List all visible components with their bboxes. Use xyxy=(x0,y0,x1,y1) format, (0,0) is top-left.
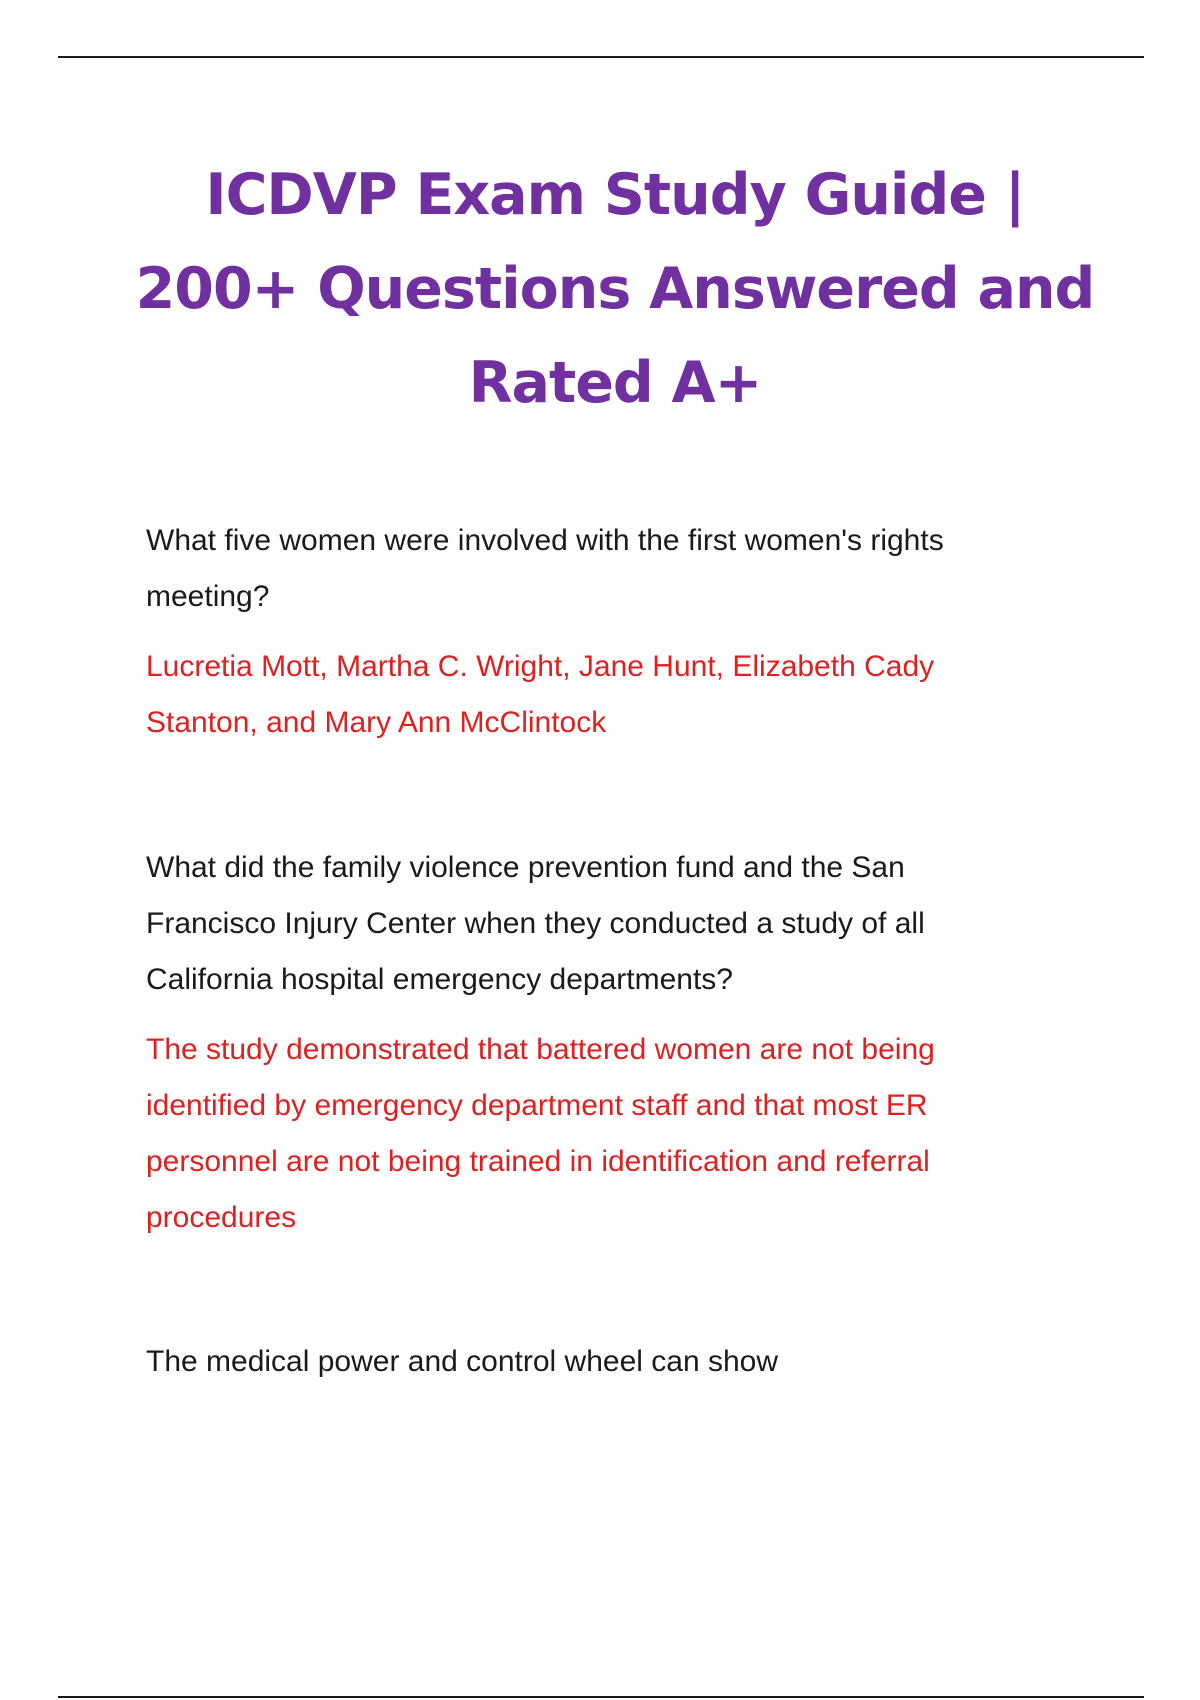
qa-item-1 xyxy=(146,513,1026,751)
document-title: ICDVP Exam Study Guide | 200+ Questions Answered and Rated A+ xyxy=(135,162,1095,416)
question-text: What five women were involved with the first women's rights meeting? xyxy=(146,524,944,613)
qa-item-3 xyxy=(146,1334,1026,1390)
answer-text: The study demonstrated that battered women are not being identified by emergency department staff and that most ER personnel are not being trained in identification and referral procedures xyxy=(146,1033,935,1234)
answer-text: Lucretia Mott, Martha C. Wright, Jane Hunt, Elizabeth Cady Stanton, and Mary Ann McClintock xyxy=(146,650,935,739)
qa-item-2 xyxy=(146,840,1026,1246)
top-rule xyxy=(58,56,1144,58)
question-text: The medical power and control wheel can show xyxy=(146,1345,779,1378)
bottom-rule xyxy=(58,1696,1144,1698)
question-text: What did the family violence prevention fund and the San Francisco Injury Center when they conducted a study of all California hospital emergency departments? xyxy=(146,851,925,996)
